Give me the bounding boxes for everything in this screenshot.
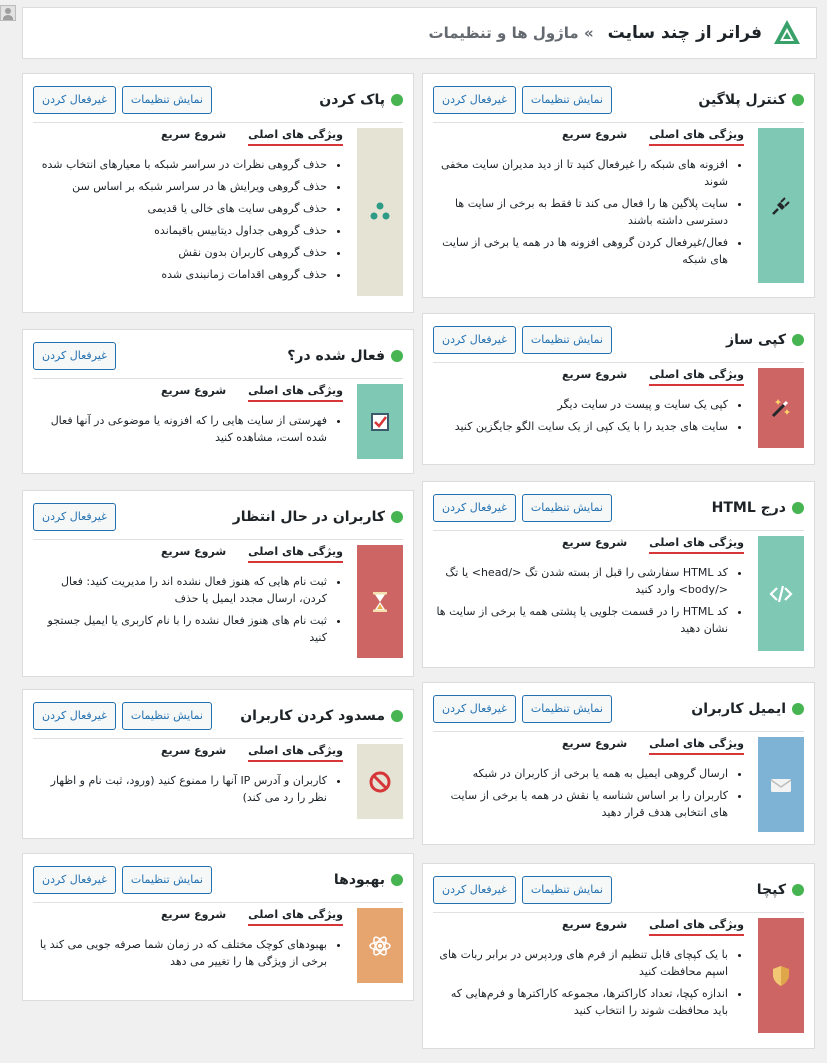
tab-quickstart[interactable]: شروع سریع	[160, 128, 227, 141]
show-settings-button[interactable]: نمایش تنظیمات	[122, 702, 212, 730]
module-title: پاک کردن	[319, 91, 385, 108]
tab-features[interactable]: ویژگی های اصلی	[649, 128, 744, 146]
deactivate-button[interactable]: غیرفعال کردن	[433, 326, 516, 354]
module-card-plugin-control	[422, 73, 815, 298]
module-icon-panel	[357, 545, 403, 658]
recycle-icon	[368, 200, 392, 224]
status-dot	[792, 334, 804, 346]
show-settings-button[interactable]: نمایش تنظیمات	[522, 876, 612, 904]
deactivate-button[interactable]: غیرفعال کردن	[33, 503, 116, 531]
tab-features[interactable]: ویژگی های اصلی	[248, 128, 343, 146]
feature-item: • افزونه های شبکه را غیرفعال کنید تا از دید مدیران سایت مخفی شوند	[433, 156, 728, 190]
tab-quickstart[interactable]: شروع سریع	[561, 737, 628, 750]
feature-item: • کد HTML سفارشی را قبل از بسته شدن تگ </head> یا تگ </body> وارد کنید	[433, 564, 728, 598]
tab-features[interactable]: ویژگی های اصلی	[649, 737, 744, 755]
feature-item: • ثبت نام هایی که هنوز فعال نشده اند را مدیریت کنید: فعال کردن، ارسال مجدد ایمیل یا حذف	[33, 573, 327, 607]
feature-item: • حذف گروهی اقدامات زمانبندی شده	[33, 266, 327, 283]
module-title: بهبودها	[333, 871, 385, 888]
tab-quickstart[interactable]: شروع سریع	[561, 536, 628, 549]
deactivate-button[interactable]: غیرفعال کردن	[33, 702, 116, 730]
status-dot	[391, 511, 403, 523]
feature-item: • فعال/غیرفعال کردن گروهی افزونه ها در همه یا برخی از سایت های شبکه	[433, 234, 728, 268]
deactivate-button[interactable]: غیرفعال کردن	[33, 342, 116, 370]
deactivate-button[interactable]: غیرفعال کردن	[433, 876, 516, 904]
feature-item: • حذف گروهی کاربران بدون نقش	[33, 244, 327, 261]
module-title: کپی ساز	[726, 331, 786, 348]
feature-item: • ثبت نام های هنوز فعال نشده را با نام کاربری یا ایمیل جستجو کنید	[33, 612, 327, 646]
tab-features[interactable]: ویژگی های اصلی	[248, 908, 343, 926]
tab-features[interactable]: ویژگی های اصلی	[649, 918, 744, 936]
module-title: فعال شده در؟	[287, 347, 385, 364]
module-title: درج HTML	[711, 499, 786, 516]
tab-quickstart[interactable]: شروع سریع	[160, 744, 227, 757]
module-icon-panel	[758, 918, 804, 1033]
module-icon-panel	[357, 744, 403, 819]
status-dot	[792, 884, 804, 896]
module-title: کنترل پلاگین	[698, 91, 786, 108]
tab-quickstart[interactable]: شروع سریع	[561, 918, 628, 931]
status-dot	[792, 502, 804, 514]
tab-features[interactable]: ویژگی های اصلی	[248, 744, 343, 762]
module-title: کپچا	[756, 881, 786, 898]
module-icon-panel	[758, 737, 804, 832]
block-icon	[368, 770, 392, 794]
feature-item: • سایت های جدید را با یک کپی از یک سایت الگو جایگزین کنید	[433, 418, 728, 435]
status-dot	[792, 94, 804, 106]
module-card-insert-html	[422, 481, 815, 668]
atom-icon	[368, 934, 392, 958]
page-header	[22, 7, 817, 59]
checkbox-icon	[368, 410, 392, 434]
plug-icon	[769, 194, 793, 218]
feature-item: • اندازه کپچا، تعداد کاراکترها، مجموعه کاراکترها و فرم‌هایی که باید محافظت شوند را انتخاب کنید	[433, 985, 728, 1019]
module-title: کاربران در حال انتظار	[232, 508, 385, 525]
feature-item: • کاربران را بر اساس شناسه یا نقش در همه یا برخی از سایت های انتخابی هدف قرار دهید	[433, 787, 728, 821]
module-card-captcha	[422, 863, 815, 1049]
feature-item: • کد HTML را در قسمت جلویی یا پشتی همه یا برخی از سایت ها نشان دهید	[433, 603, 728, 637]
tab-quickstart[interactable]: شروع سریع	[160, 908, 227, 921]
magic-wand-icon	[769, 396, 793, 420]
deactivate-button[interactable]: غیرفعال کردن	[33, 866, 116, 894]
status-dot	[391, 874, 403, 886]
tab-features[interactable]: ویژگی های اصلی	[649, 536, 744, 554]
feature-item: • حذف گروهی نظرات در سراسر شبکه با معیارهای انتخاب شده	[33, 156, 327, 173]
feature-item: • حذف گروهی جداول دیتابیس باقیمانده	[33, 222, 327, 239]
shield-icon	[769, 964, 793, 988]
module-icon-panel	[758, 536, 804, 651]
show-settings-button[interactable]: نمایش تنظیمات	[522, 326, 612, 354]
page-subtitle: » ماژول ها و تنظیمات	[428, 24, 594, 42]
status-dot	[391, 94, 403, 106]
tab-features[interactable]: ویژگی های اصلی	[248, 384, 343, 402]
envelope-icon	[769, 773, 793, 797]
tab-quickstart[interactable]: شروع سریع	[160, 384, 227, 397]
module-icon-panel	[357, 128, 403, 296]
tab-features[interactable]: ویژگی های اصلی	[248, 545, 343, 563]
show-settings-button[interactable]: نمایش تنظیمات	[122, 866, 212, 894]
module-icon-panel	[758, 128, 804, 283]
feature-item: • کاربران و آدرس IP آنها را ممنوع کنید (ورود، ثبت نام و اظهار نظر را رد می کند)	[33, 772, 327, 806]
avatar[interactable]	[0, 5, 16, 21]
status-dot	[391, 350, 403, 362]
deactivate-button[interactable]: غیرفعال کردن	[433, 86, 516, 114]
feature-item: • بهبودهای کوچک مختلف که در زمان شما صرفه جویی می کند یا برخی از ویژگی ها را تغییر می دهد	[33, 936, 327, 970]
module-card-activated-where	[22, 329, 414, 474]
module-icon-panel	[357, 384, 403, 459]
module-card-pending-users	[22, 490, 414, 677]
module-icon-panel	[357, 908, 403, 983]
tab-quickstart[interactable]: شروع سریع	[561, 128, 628, 141]
code-icon	[769, 582, 793, 606]
feature-item: • با یک کپچای قابل تنظیم از فرم های وردپرس در برابر ربات های اسپم محافظت کنید	[433, 946, 728, 980]
module-card-copier	[422, 313, 815, 465]
module-card-block-users	[22, 689, 414, 839]
show-settings-button[interactable]: نمایش تنظیمات	[122, 86, 212, 114]
feature-item: • سایت پلاگین ها را فعال می کند تا فقط به برخی از سایت ها دسترسی داشته باشند	[433, 195, 728, 229]
show-settings-button[interactable]: نمایش تنظیمات	[522, 86, 612, 114]
module-title: مسدود کردن کاربران	[240, 707, 385, 724]
feature-item: • کپی یک سایت و پیست در سایت دیگر	[433, 396, 728, 413]
module-icon-panel	[758, 368, 804, 448]
tab-features[interactable]: ویژگی های اصلی	[649, 368, 744, 386]
show-settings-button[interactable]: نمایش تنظیمات	[522, 494, 612, 522]
module-card-email-users	[422, 682, 815, 845]
feature-item: • حذف گروهی ویرایش ها در سراسر شبکه بر اساس سن	[33, 178, 327, 195]
hourglass-icon	[368, 590, 392, 614]
module-title: ایمیل کاربران	[691, 700, 786, 717]
tab-quickstart[interactable]: شروع سریع	[561, 368, 628, 381]
feature-item: • فهرستی از سایت هایی را که افزونه یا موضوعی در آنها فعال شده است، مشاهده کنید	[33, 412, 327, 446]
show-settings-button[interactable]: نمایش تنظیمات	[522, 695, 612, 723]
page-title: فراتر از چند سایت	[607, 23, 762, 43]
deactivate-button[interactable]: غیرفعال کردن	[433, 494, 516, 522]
status-dot	[391, 710, 403, 722]
feature-item: • حذف گروهی سایت های خالی یا قدیمی	[33, 200, 327, 217]
tab-quickstart[interactable]: شروع سریع	[160, 545, 227, 558]
module-card-cleanup	[22, 73, 414, 313]
feature-item: • ارسال گروهی ایمیل به همه یا برخی از کاربران در شبکه	[433, 765, 728, 782]
deactivate-button[interactable]: غیرفعال کردن	[33, 86, 116, 114]
brand-logo-icon	[772, 18, 802, 48]
deactivate-button[interactable]: غیرفعال کردن	[433, 695, 516, 723]
status-dot	[792, 703, 804, 715]
module-card-improvements	[22, 853, 414, 1001]
